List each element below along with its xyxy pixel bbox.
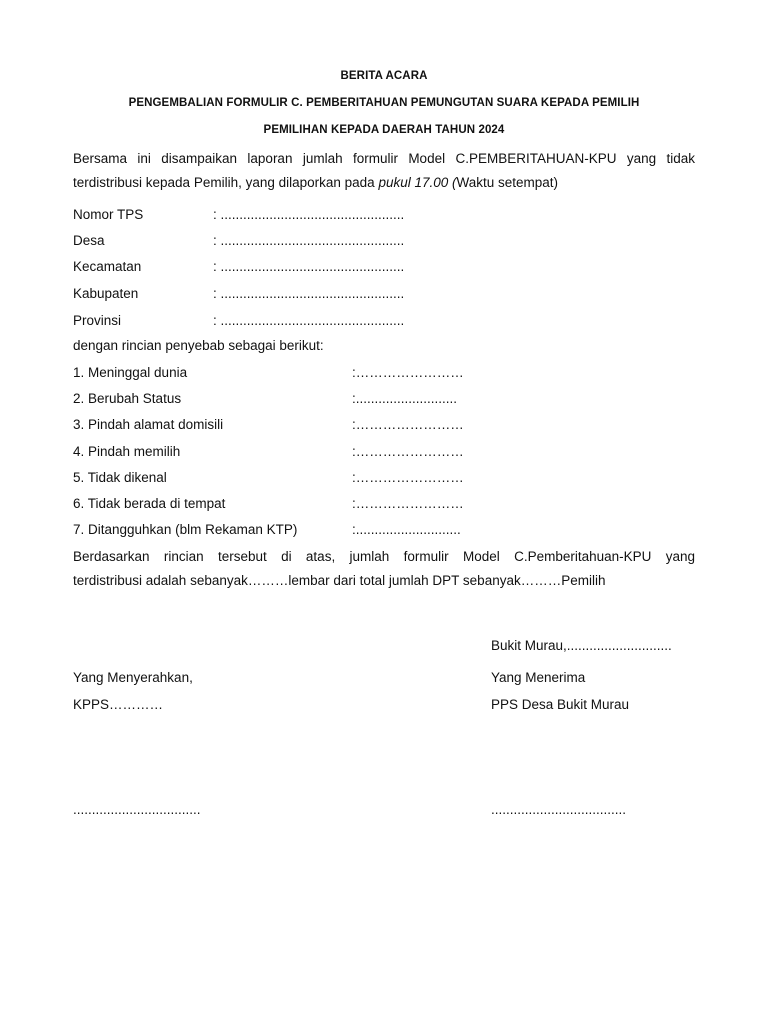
reason-label: 6. Tidak berada di tempat	[73, 496, 226, 511]
intro-time-italic: pukul 17.00 (	[378, 175, 457, 190]
intro-line-2-end: Waktu setempat)	[456, 175, 559, 190]
handover-org: KPPS…………	[73, 697, 164, 712]
place-date: Bukit Murau,............................	[491, 638, 672, 653]
reason-value: :……………………	[352, 470, 464, 485]
field-value: : .................................................	[213, 259, 405, 274]
document-subtitle-election: PEMILIHAN KEPADA DAERAH TAHUN 2024	[263, 124, 505, 136]
closing-line-1: Berdasarkan rincian tersebut di atas, jumlah formulir Model C.Pemberitahuan-KPU yang	[73, 549, 695, 564]
reasons-intro: dengan rincian penyebab sebagai berikut:	[73, 338, 324, 353]
field-value: : .................................................	[213, 286, 405, 301]
intro-line-2-text: terdistribusi kepada Pemilih, yang dilaporkan pada	[73, 175, 379, 190]
reason-label: 3. Pindah alamat domisili	[73, 417, 224, 432]
closing-paragraph	[73, 545, 695, 593]
intro-line-1: Bersama ini disampaikan laporan jumlah formulir Model C.PEMBERITAHUAN-KPU yang tidak	[73, 151, 695, 166]
reason-value: :……………………	[352, 417, 464, 432]
reason-label: 1. Meninggal dunia	[73, 365, 188, 380]
handover-role: Yang Menyerahkan,	[73, 670, 193, 685]
closing-line-2: terdistribusi adalah sebanyak………lembar dari total jumlah DPT sebanyak………Pemilih	[73, 573, 606, 588]
intro-line-2	[73, 171, 695, 195]
field-label: Kecamatan	[73, 259, 142, 274]
field-value: : .................................................	[213, 313, 405, 328]
document-subtitle: PENGEMBALIAN FORMULIR C. PEMBERITAHUAN PEMUNGUTAN SUARA KEPADA PEMILIH	[128, 97, 640, 109]
receiver-org: PPS Desa Bukit Murau	[491, 697, 630, 712]
field-label: Kabupaten	[73, 286, 139, 301]
reason-label: 2. Berubah Status	[73, 391, 182, 406]
document-title: BERITA ACARA	[340, 70, 428, 82]
reason-value: :............................	[352, 522, 461, 537]
reason-label: 4. Pindah memilih	[73, 444, 181, 459]
field-label: Provinsi	[73, 313, 122, 328]
reason-label: 5. Tidak dikenal	[73, 470, 167, 485]
field-label: Desa	[73, 233, 105, 248]
intro-paragraph	[73, 147, 695, 195]
handover-signature-line: ..................................	[73, 802, 201, 817]
field-value: : .................................................	[213, 233, 405, 248]
reason-value: :...........................	[352, 391, 458, 406]
field-value: : .................................................	[213, 207, 405, 222]
reason-label: 7. Ditangguhkan (blm Rekaman KTP)	[73, 522, 298, 537]
reason-value: :……………………	[352, 496, 464, 511]
receiver-signature-line: ....................................	[491, 802, 627, 817]
field-label: Nomor TPS	[73, 207, 144, 222]
reason-value: :……………………	[352, 444, 464, 459]
receiver-role: Yang Menerima	[491, 670, 586, 685]
reason-value: :……………………	[352, 365, 464, 380]
